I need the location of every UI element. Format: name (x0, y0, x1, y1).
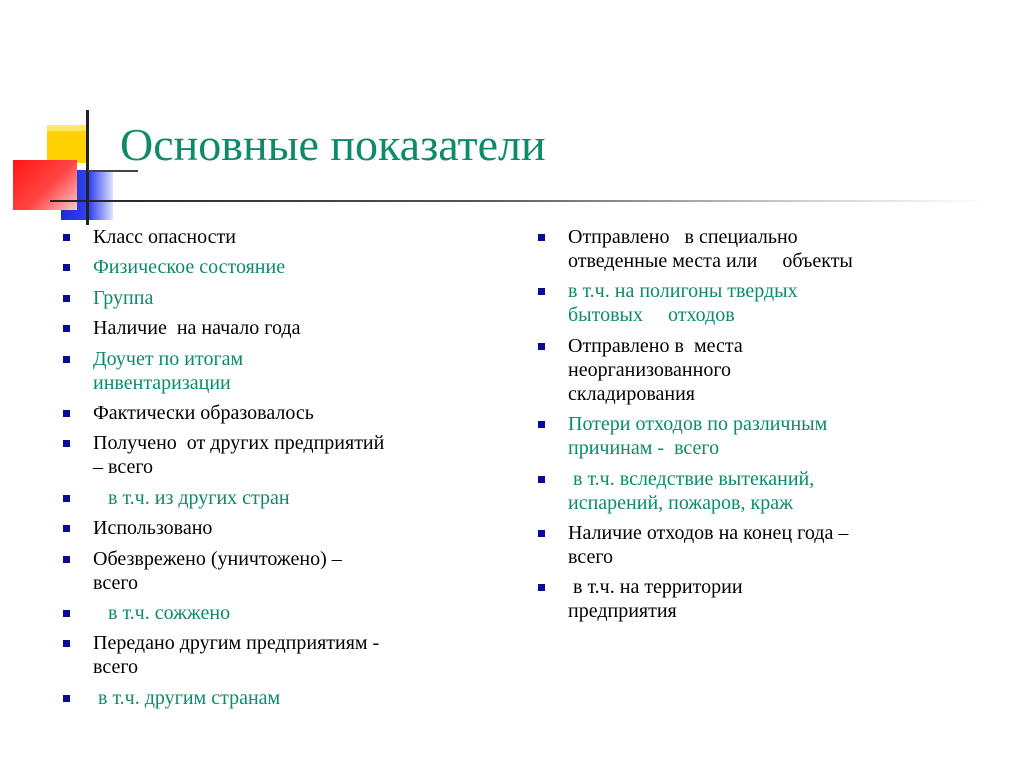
list-item (63, 686, 483, 710)
square-bullet-icon (63, 556, 70, 563)
list-item-text: Доучет по итогам инвентаризации (93, 347, 244, 394)
list-item-text: в т.ч. на полигоны твердых бытовых отходов (568, 280, 798, 327)
list-item (538, 279, 978, 327)
square-bullet-icon (63, 325, 70, 332)
list-item-text: Использовано (93, 517, 213, 540)
square-bullet-icon (63, 495, 70, 502)
square-bullet-icon (63, 440, 70, 447)
list-item (63, 601, 483, 625)
list-item (538, 334, 978, 406)
list-item-text: Класс опасности (93, 226, 236, 248)
list-item-text: в т.ч. на территории предприятия (568, 576, 743, 623)
list-item-text: Получено от других предприятий – всего (93, 432, 385, 479)
list-item (538, 412, 978, 460)
square-bullet-icon (63, 695, 70, 702)
square-bullet-icon (63, 264, 70, 271)
slide-title: Основные показатели (120, 119, 546, 170)
square-bullet-icon (63, 640, 70, 647)
list-item (63, 347, 483, 395)
square-bullet-icon (538, 421, 545, 428)
left-bullet-list (63, 225, 483, 716)
list-item (63, 255, 483, 279)
decor-yellow-highlight (47, 125, 87, 131)
list-item-text: в т.ч. вследствие вытеканий, испарений, пожаров, краж (568, 467, 815, 514)
list-item (63, 316, 483, 340)
list-item (538, 467, 978, 515)
list-item-text: Фактически образовалось (93, 401, 314, 424)
square-bullet-icon (63, 525, 70, 532)
list-item (63, 401, 483, 425)
list-item-text: Обезврежено (уничтожено) – всего (93, 547, 342, 594)
square-bullet-icon (63, 610, 70, 617)
list-item-text: Наличие на начало года (93, 317, 301, 340)
list-item-text: Физическое состояние (93, 256, 286, 279)
list-item-text: Отправлено в места неорганизованного складирования (568, 334, 743, 405)
list-item (63, 286, 483, 310)
square-bullet-icon (538, 584, 545, 591)
square-bullet-icon (63, 295, 70, 302)
list-item-text: в т.ч. другим странам (93, 686, 281, 709)
square-bullet-icon (63, 234, 70, 241)
list-item (538, 225, 978, 273)
list-item (63, 431, 483, 479)
square-bullet-icon (63, 356, 70, 363)
list-item-text: Отправлено в специально отведенные места или объекты (568, 226, 853, 272)
list-item (538, 521, 978, 569)
list-item-text: Потери отходов по различным причинам - всего (568, 413, 828, 460)
square-bullet-icon (538, 476, 545, 483)
decor-vertical-line (86, 110, 89, 225)
list-item-text: Передано другим предприятиям - всего (93, 632, 380, 679)
square-bullet-icon (538, 530, 545, 537)
right-bullet-list (538, 225, 978, 630)
list-item-text: Группа (93, 286, 154, 309)
square-bullet-icon (538, 234, 545, 241)
square-bullet-icon (63, 410, 70, 417)
list-item-text: в т.ч. из других стран (93, 486, 290, 509)
list-item (63, 225, 483, 249)
list-item (63, 516, 483, 540)
title-underline (50, 200, 990, 202)
decor-red-square (13, 160, 77, 210)
list-item-text: в т.ч. сожжено (93, 601, 231, 624)
list-item-text: Наличие отходов на конец года – всего (568, 521, 849, 568)
list-item (63, 486, 483, 510)
list-item (63, 547, 483, 595)
list-item (538, 575, 978, 623)
square-bullet-icon (538, 343, 545, 350)
list-item (63, 631, 483, 679)
square-bullet-icon (538, 288, 545, 295)
